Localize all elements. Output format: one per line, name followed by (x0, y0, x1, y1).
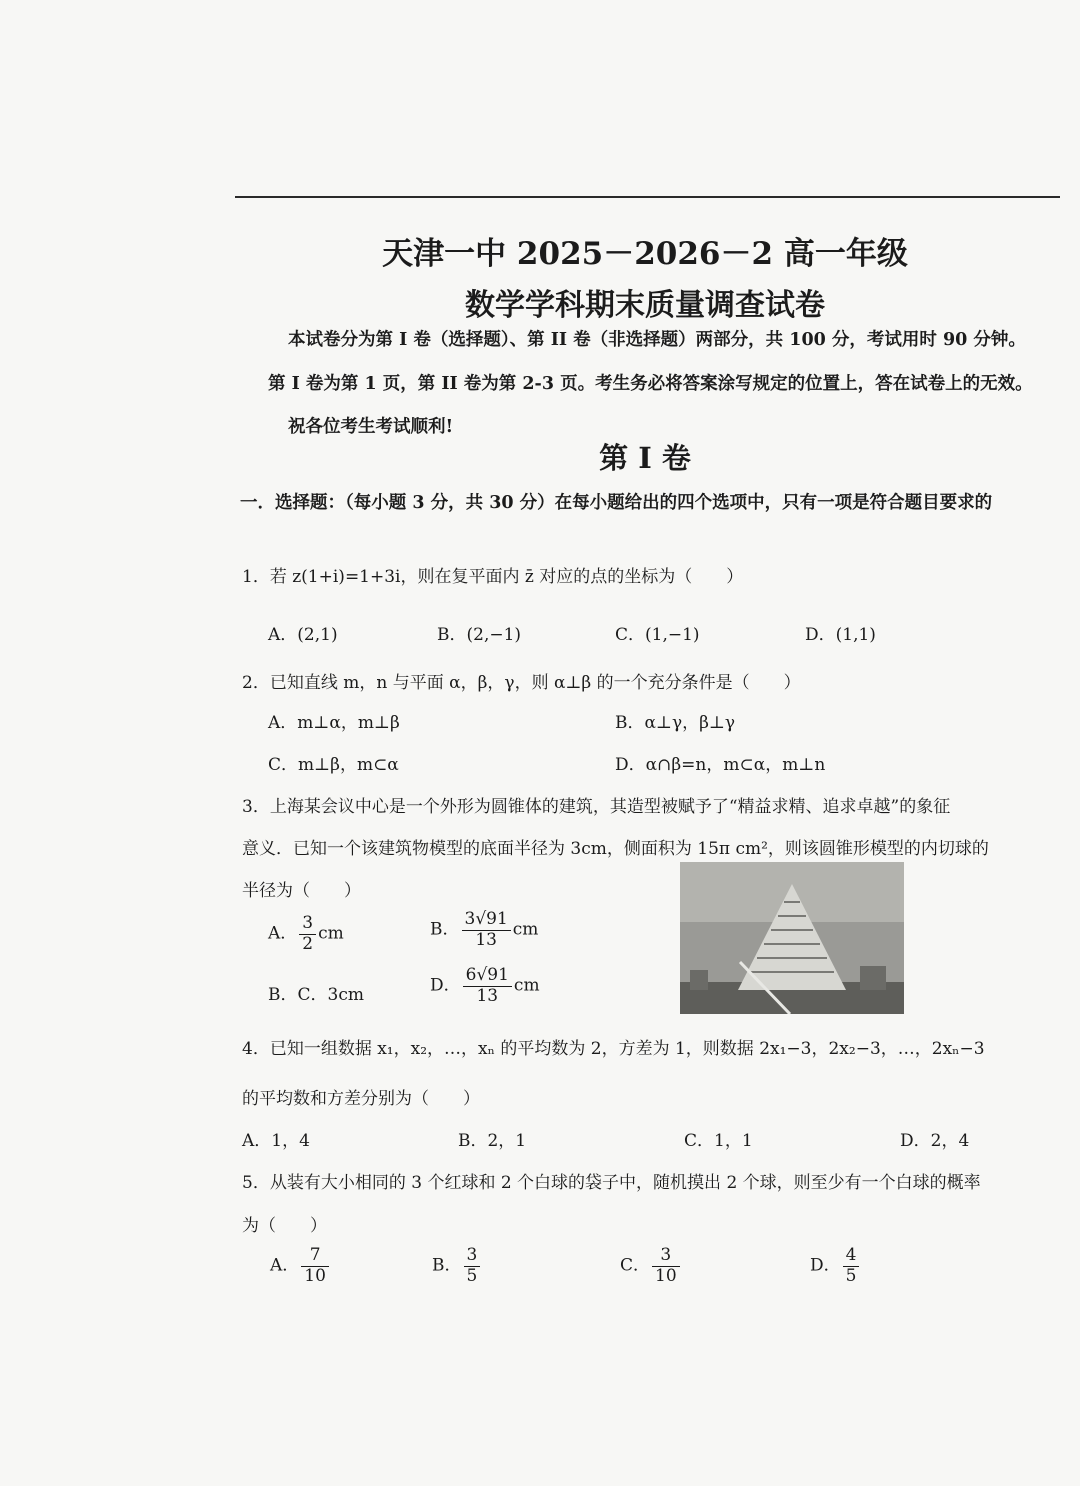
option-label: A． (268, 923, 298, 944)
question-5-option-a (270, 1246, 331, 1286)
question-3-stem-line2: 意义．已知一个该建筑物模型的底面半径为 3cm，侧面积为 15π cm²，则该圆锥形模型的内切球的 (242, 839, 989, 859)
numerator: 3 (652, 1246, 680, 1267)
question-4-option-d: D．2，4 (900, 1131, 970, 1151)
option-label: A． (270, 1255, 300, 1276)
question-3-option-c (268, 980, 364, 1005)
fraction (301, 1246, 329, 1286)
top-rule (235, 196, 1060, 198)
denominator: 13 (476, 985, 499, 1006)
question-5-option-b (432, 1246, 482, 1286)
question-4-option-b: B．2，1 (458, 1131, 527, 1151)
option-label: B． (432, 1255, 462, 1276)
denominator: 2 (302, 933, 314, 954)
unit: cm (512, 919, 539, 940)
question-3-stem-line1: 3．上海某会议中心是一个外形为圆锥体的建筑，其造型被赋予了“精益求精、追求卓越”的象征 (242, 797, 951, 817)
option-text: C．3cm (297, 985, 364, 1005)
option-label: B． (430, 919, 460, 940)
question-2-stem: 2．已知直线 m，n 与平面 α，β，γ，则 α⊥β 的一个充分条件是（ ） (242, 673, 801, 693)
denominator: 5 (845, 1265, 857, 1286)
question-4-option-c: C．1，1 (684, 1131, 753, 1151)
question-2-option-c: C．m⊥β，m⊂α (268, 755, 399, 775)
question-5-option-c (620, 1246, 682, 1286)
option-label: D． (430, 975, 461, 996)
question-1-option-c: C．(1,−1) (615, 625, 700, 645)
question-4-option-a: A．1，4 (242, 1131, 310, 1151)
denominator: 13 (475, 929, 497, 950)
cone-building-photo (680, 862, 904, 1014)
denominator: 10 (655, 1265, 677, 1286)
fraction (464, 1246, 481, 1286)
question-3-option-d (430, 966, 540, 1006)
question-2-option-b: B．α⊥γ，β⊥γ (615, 713, 736, 733)
fraction (299, 914, 316, 954)
denominator: 10 (304, 1265, 326, 1286)
question-2-option-d: D．α∩β=n，m⊂α，m⊥n (615, 755, 826, 775)
numerator: 3√91 (462, 910, 511, 931)
option-label: C． (620, 1255, 651, 1276)
question-5-stem-line1: 5．从装有大小相同的 3 个红球和 2 个白球的袋子中，随机摸出 2 个球，则至少有一个白球的概率 (242, 1173, 981, 1193)
numerator: 6√91 (463, 966, 512, 987)
numerator: 3 (299, 914, 316, 935)
question-5-stem-line2: 为（ ） (242, 1216, 327, 1236)
fraction (462, 910, 511, 950)
intro-line3: 祝各位考生考试顺利! (288, 417, 454, 437)
question-4-stem-line1: 4．已知一组数据 x₁，x₂，…，xₙ 的平均数为 2，方差为 1，则数据 2x₁−3，2x₂−3，…，2xₙ−3 (242, 1039, 985, 1059)
section-title: 第 I 卷 (599, 441, 691, 475)
question-1-option-d: D．(1,1) (805, 625, 876, 645)
exam-title-line1: 天津一中 2025－2026－2 高一年级 (382, 236, 908, 272)
numerator: 7 (301, 1246, 329, 1267)
option-label: B． (268, 985, 298, 1005)
numerator: 3 (464, 1246, 481, 1267)
part-heading: 一．选择题：（每小题 3 分，共 30 分）在每小题给出的四个选项中，只有一项是符合题目要求的 (240, 493, 993, 513)
intro-line2: 第 I 卷为第 1 页，第 II 卷为第 2-3 页。考生务必将答案涂写规定的位置上，答在试卷上的无效。 (268, 374, 1033, 394)
question-5-option-d (810, 1246, 861, 1286)
question-3-option-b (430, 910, 538, 950)
exam-title-line2: 数学学科期末质量调查试卷 (465, 288, 825, 323)
question-1-option-a: A．(2,1) (268, 625, 338, 645)
option-label: D． (810, 1255, 841, 1276)
denominator: 5 (466, 1265, 478, 1286)
question-1-stem: 1．若 z(1+i)=1+3i，则在复平面内 z̄ 对应的点的坐标为（ ） (242, 567, 744, 587)
question-2-option-a: A．m⊥α，m⊥β (268, 713, 400, 733)
question-4-stem-line2: 的平均数和方差分别为（ ） (242, 1089, 480, 1109)
fraction (652, 1246, 680, 1286)
question-1-option-b: B．(2,−1) (437, 625, 522, 645)
unit: cm (318, 923, 344, 944)
numerator: 4 (843, 1246, 860, 1267)
unit: cm (513, 975, 540, 996)
fraction (843, 1246, 860, 1286)
fraction (463, 966, 512, 1006)
question-3-stem-line3: 半径为（ ） (242, 881, 361, 901)
question-3-option-a (268, 914, 344, 954)
intro-line1: 本试卷分为第 I 卷（选择题）、第 II 卷（非选择题）两部分，共 100 分，考试用时 90 分钟。 (288, 330, 1026, 350)
